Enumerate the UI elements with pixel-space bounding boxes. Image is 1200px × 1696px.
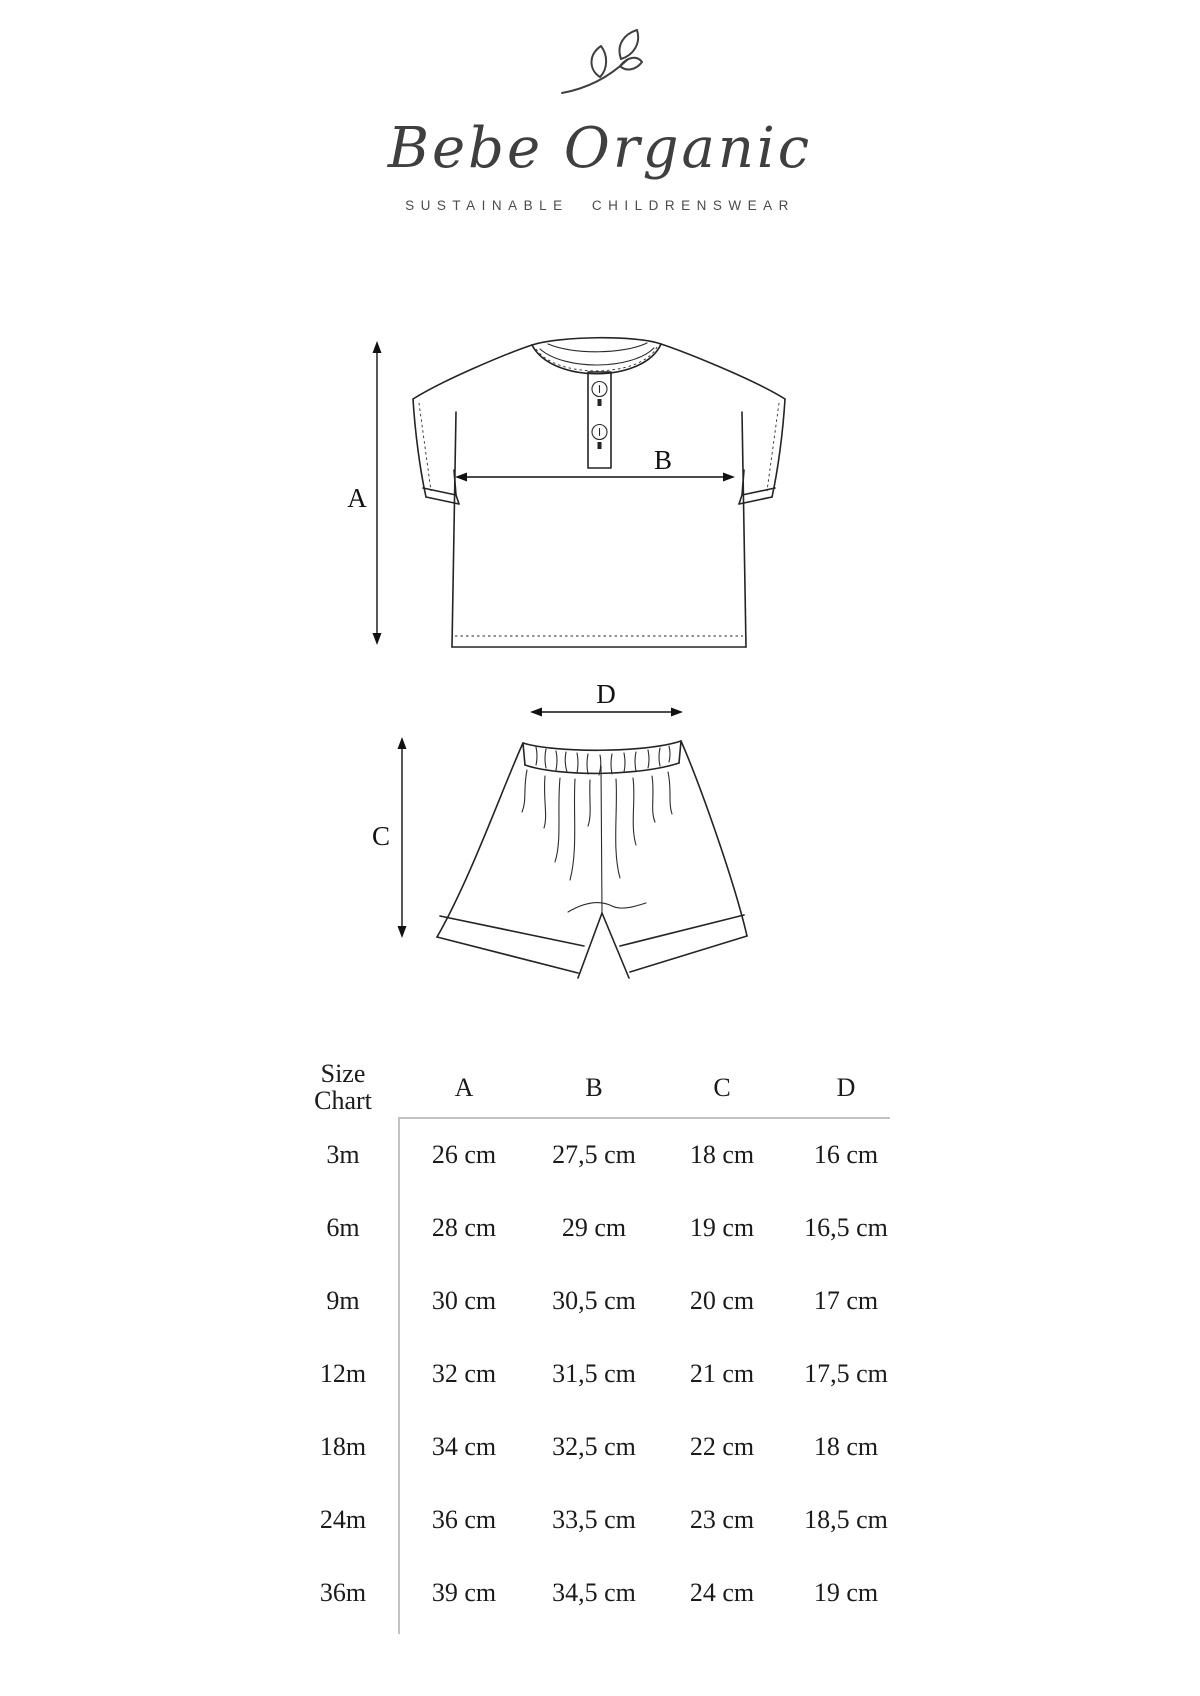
value-d-cell: 19 cm (813, 1578, 879, 1607)
column-header-c: C (713, 1072, 731, 1102)
value-d-cell: 16,5 cm (804, 1213, 888, 1242)
value-a-cell: 39 cm (431, 1578, 497, 1607)
measure-arrow-a (373, 341, 382, 645)
value-a-cell: 36 cm (431, 1505, 497, 1534)
table-row (288, 1118, 906, 1191)
size-cell: 9m (326, 1286, 360, 1315)
leaf-sprig-icon (540, 20, 670, 105)
brand-tagline: SUSTAINABLE CHILDRENSWEAR (405, 198, 795, 213)
value-a-cell: 26 cm (431, 1140, 497, 1169)
value-c-cell: 19 cm (689, 1213, 755, 1242)
table-row (288, 1264, 906, 1337)
measure-label-a: A (347, 483, 367, 513)
value-b-cell: 31,5 cm (552, 1359, 636, 1388)
value-b-cell: 29 cm (561, 1213, 627, 1242)
column-header-b: B (585, 1072, 603, 1102)
value-a-cell: 28 cm (431, 1213, 497, 1242)
shorts-diagram (360, 640, 820, 1000)
value-c-cell: 20 cm (689, 1286, 755, 1315)
column-header-d: D (836, 1072, 856, 1102)
table-row (288, 1483, 906, 1556)
measure-label-d: D (596, 679, 616, 709)
value-b-cell: 27,5 cm (552, 1140, 636, 1169)
value-c-cell: 22 cm (689, 1432, 755, 1461)
size-cell: 36m (319, 1578, 367, 1607)
table-row (288, 1556, 906, 1629)
value-b-cell: 32,5 cm (552, 1432, 636, 1461)
value-a-cell: 34 cm (431, 1432, 497, 1461)
size-cell: 3m (326, 1140, 360, 1169)
shirt-outline (413, 338, 785, 647)
size-cell: 12m (319, 1359, 367, 1388)
size-cell: 6m (326, 1213, 360, 1242)
value-b-cell: 33,5 cm (552, 1505, 636, 1534)
measure-arrow-c (398, 737, 407, 938)
value-d-cell: 16 cm (813, 1140, 879, 1169)
value-c-cell: 23 cm (689, 1505, 755, 1534)
table-row (288, 1337, 906, 1410)
value-c-cell: 21 cm (689, 1359, 755, 1388)
measure-label-c: C (371, 821, 391, 851)
value-d-cell: 17 cm (813, 1286, 879, 1315)
measure-label-b: B (653, 445, 673, 475)
table-row (288, 1191, 906, 1264)
size-chart-table (288, 1056, 906, 1629)
measure-arrow-b (455, 473, 735, 482)
size-cell: 18m (319, 1432, 367, 1461)
value-c-cell: 18 cm (689, 1140, 755, 1169)
value-a-cell: 30 cm (431, 1286, 497, 1315)
table-header-row (288, 1056, 906, 1118)
table-row (288, 1410, 906, 1483)
value-c-cell: 24 cm (689, 1578, 755, 1607)
value-d-cell: 17,5 cm (804, 1359, 888, 1388)
brand-name: Bebe Organic (387, 116, 813, 181)
value-b-cell: 34,5 cm (552, 1578, 636, 1607)
shirt-diagram (330, 315, 820, 660)
size-chart-title: Size Chart (314, 1059, 372, 1115)
value-a-cell: 32 cm (431, 1359, 497, 1388)
brand-logo (540, 20, 670, 105)
column-header-a: A (454, 1072, 474, 1102)
value-d-cell: 18 cm (813, 1432, 879, 1461)
value-b-cell: 30,5 cm (552, 1286, 636, 1315)
value-d-cell: 18,5 cm (804, 1505, 888, 1534)
shorts-outline (437, 741, 747, 978)
size-cell: 24m (319, 1505, 367, 1534)
